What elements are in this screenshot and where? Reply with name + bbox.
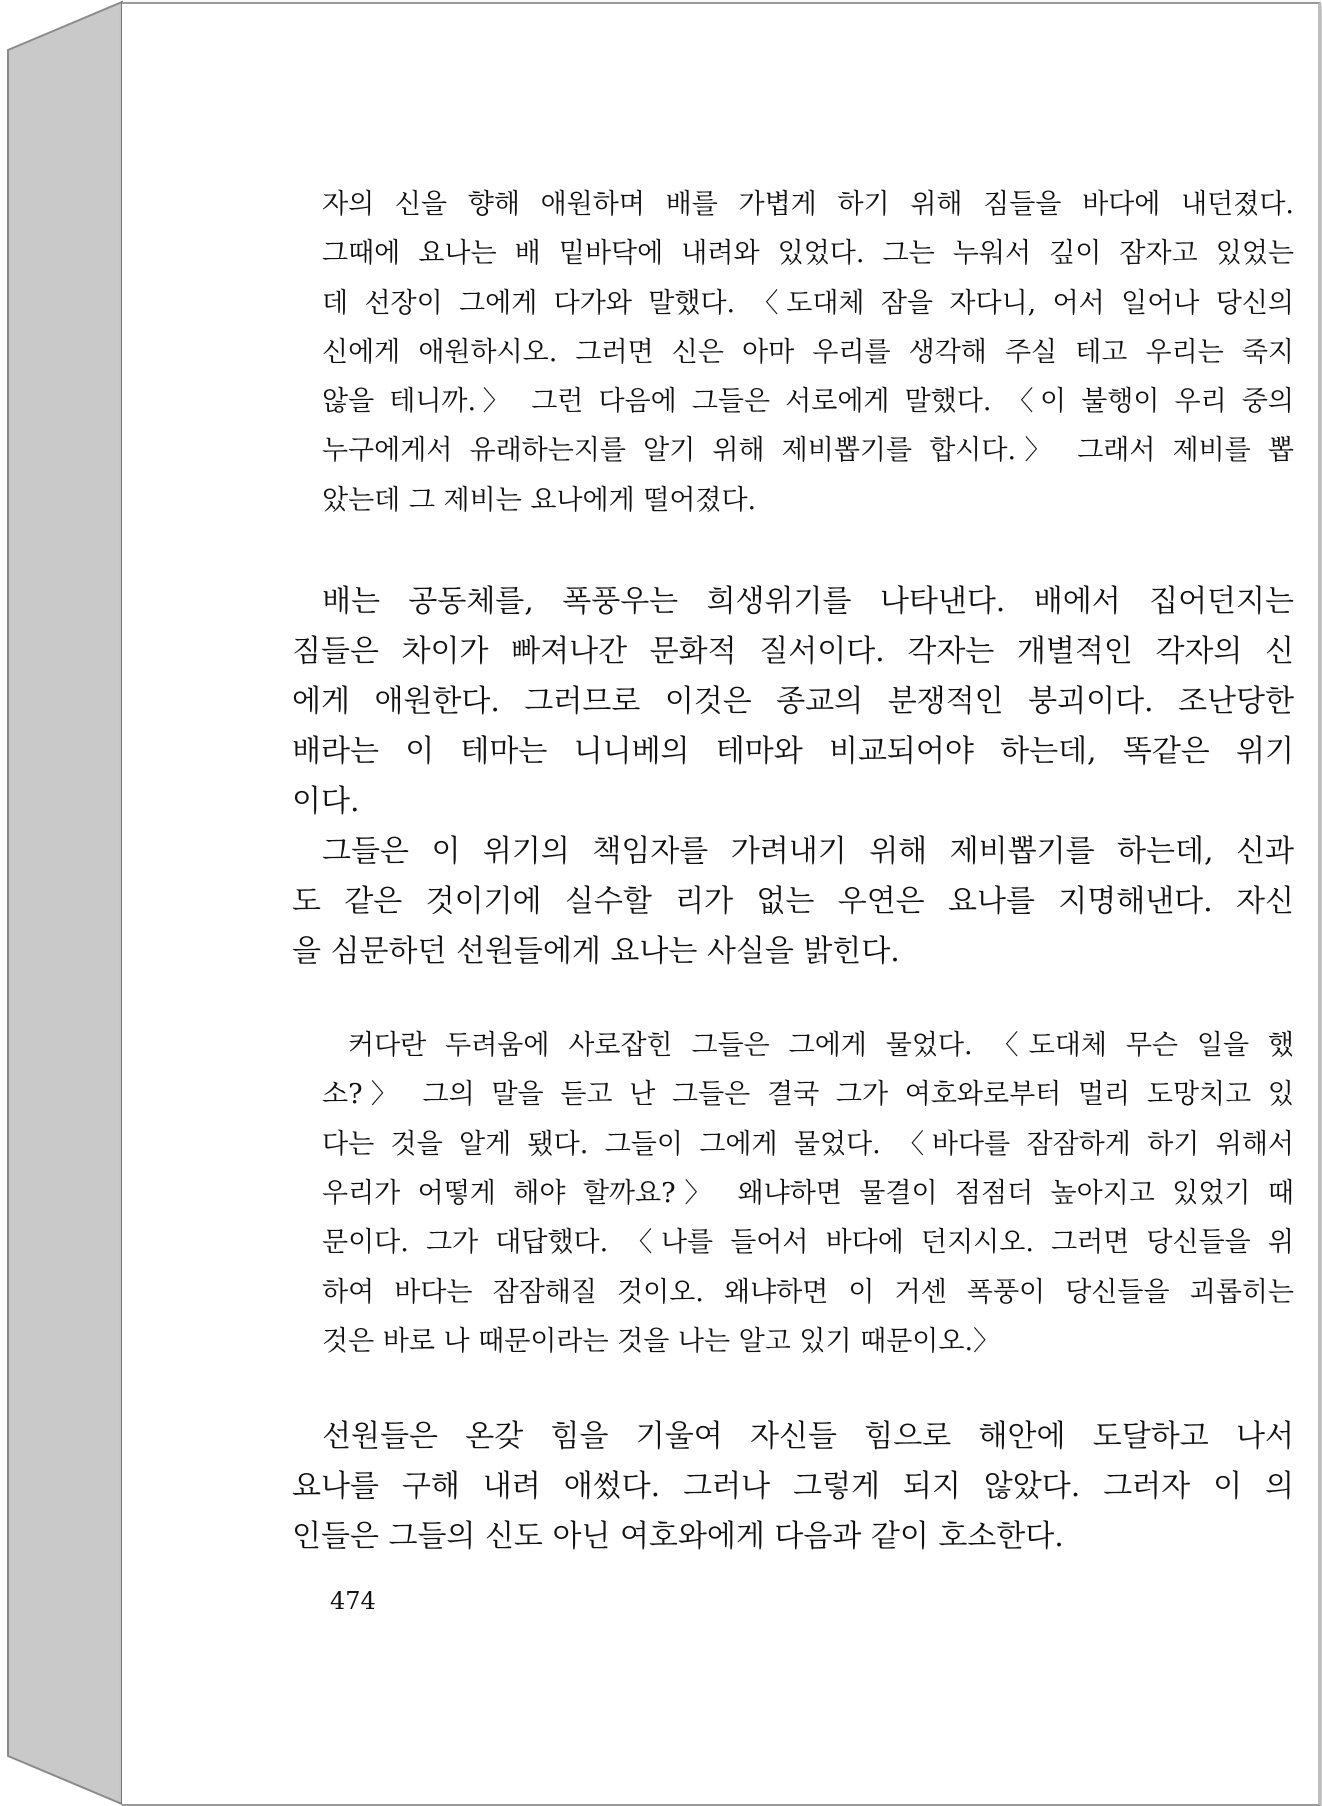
- text-line: 았는데 그 제비는 요나에게 떨어졌다.: [322, 484, 757, 516]
- text-line: 그들은 이 위기의 책임자를 가려내기 위해 제비뽑기를 하는데, 신과: [322, 834, 1294, 870]
- text-line: 커다란 두려움에 사로잡힌 그들은 그에게 물었다. 〈도대체 무슨 일을 했: [348, 1030, 1294, 1062]
- text-line: 에게 애원한다. 그러므로 이것은 종교의 분쟁적인 붕괴이다. 조난당한: [292, 684, 1294, 720]
- text-line: 것은 바로 나 때문이라는 것을 나는 알고 있기 때문이오.〉: [322, 1325, 1001, 1357]
- page-content: [272, 180, 1294, 1562]
- text-line: 그때에 요나는 배 밑바닥에 내려와 있었다. 그는 누워서 깊이 잠자고 있었는: [322, 238, 1294, 270]
- text-line: 다는 것을 알게 됐다. 그들이 그에게 물었다. 〈바다를 잠잠하게 하기 위해서: [322, 1128, 1294, 1160]
- text-line: 이다.: [292, 784, 360, 820]
- text-line: 선원들은 온갖 힘을 기울여 자신들 힘으로 해안에 도달하고 나서: [322, 1419, 1294, 1455]
- body-paragraph-2: [272, 827, 1294, 977]
- text-line: 신에게 애원하시오. 그러면 신은 아마 우리를 생각해 주실 테고 우리는 죽지: [322, 336, 1294, 368]
- text-line: 문이다. 그가 대답했다. 〈나를 들어서 바다에 던지시오. 그러면 당신들을 위: [322, 1227, 1294, 1259]
- quote-block-2: [272, 1021, 1294, 1366]
- body-paragraph-3: [272, 1412, 1294, 1562]
- text-line: 을 심문하던 선원들에게 요나는 사실을 밝힌다.: [292, 934, 900, 970]
- text-line: 요나를 구해 내려 애썼다. 그러나 그렇게 되지 않았다. 그러자 이 의: [292, 1469, 1294, 1505]
- quote-block-1: [272, 180, 1294, 525]
- text-line: 자의 신을 향해 애원하며 배를 가볍게 하기 위해 짐들을 바다에 내던졌다.: [322, 189, 1294, 220]
- text-line: 누구에게서 유래하는지를 알기 위해 제비뽑기를 합시다.〉 그래서 제비를 뽑: [322, 435, 1294, 467]
- text-line: 배라는 이 테마는 니니베의 테마와 비교되어야 하는데, 똑같은 위기: [292, 734, 1294, 770]
- text-line: 짐들은 차이가 빠져나간 문화적 질서이다. 각자는 개별적인 각자의 신: [292, 634, 1294, 670]
- text-line: 하여 바다는 잠잠해질 것이오. 왜냐하면 이 거센 폭풍이 당신들을 괴롭히는: [322, 1276, 1294, 1308]
- text-line: 소?〉 그의 말을 듣고 난 그들은 결국 그가 여호와로부터 멀리 도망치고 있: [322, 1079, 1294, 1111]
- text-line: 도 같은 것이기에 실수할 리가 없는 우연은 요나를 지명해낸다. 자신: [292, 884, 1294, 920]
- text-line: 않을 테니까.〉 그런 다음에 그들은 서로에게 말했다. 〈이 불행이 우리 중의: [322, 386, 1294, 418]
- text-line: 배는 공동체를, 폭풍우는 희생위기를 나타낸다. 배에서 집어던지는: [322, 584, 1294, 620]
- book-page: [122, 2, 1321, 1806]
- text-line: 우리가 어떻게 해야 할까요?〉 왜냐하면 물결이 점점더 높아지고 있었기 때: [322, 1177, 1294, 1209]
- text-line: 데 선장이 그에게 다가와 말했다. 〈도대체 잠을 자다니, 어서 일어나 당신의: [322, 287, 1294, 319]
- book-spine: [0, 0, 130, 1806]
- text-line: 인들은 그들의 신도 아닌 여호와에게 다음과 같이 호소한다.: [292, 1519, 1064, 1555]
- body-paragraph-1: [272, 577, 1294, 827]
- page-number: 474: [330, 1587, 376, 1615]
